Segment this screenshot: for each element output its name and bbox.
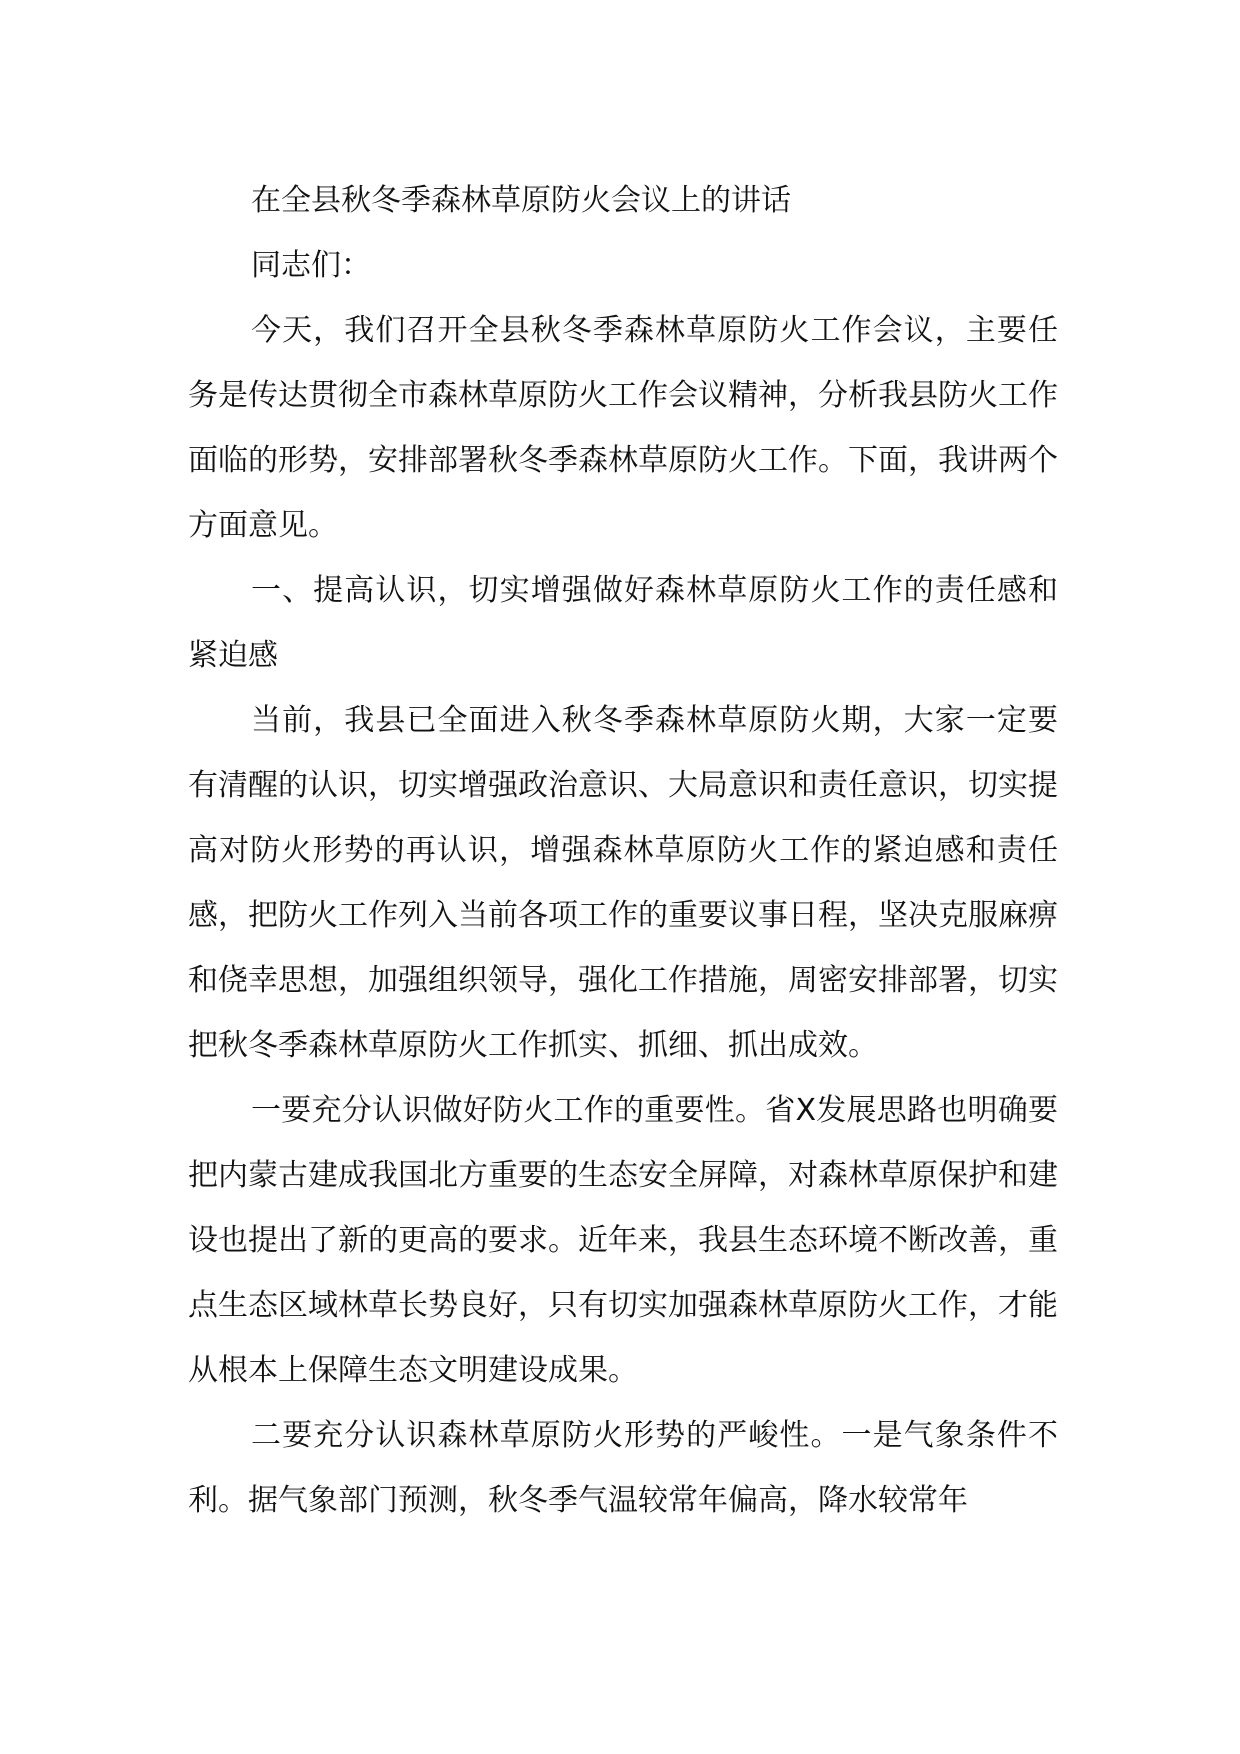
document-body xyxy=(188,168,1058,1533)
section-heading-1: 一、提高认识，切实增强做好森林草原防火工作的责任感和紧迫感 xyxy=(188,573,1058,673)
paragraph-intro: 今天，我们召开全县秋冬季森林草原防火工作会议，主要任务是传达贯彻全市森林草原防火工作会议精神，分析我县防火工作面临的形势，安排部署秋冬季森林草原防火工作。下面，我讲两个方面意见。 xyxy=(188,313,1058,543)
paragraph-current-situation: 当前，我县已全面进入秋冬季森林草原防火期，大家一定要有清醒的认识，切实增强政治意识、大局意识和责任意识，切实提高对防火形势的再认识，增强森林草原防火工作的紧迫感和责任感，把防火工作列入当前各项工作的重要议事日程，坚决克服麻痹和侥幸思想，加强组织领导，强化工作措施，周密安排部署，切实把秋冬季森林草原防火工作抓实、抓细、抓出成效。 xyxy=(188,703,1058,1063)
document-title: 在全县秋冬季森林草原防火会议上的讲话 xyxy=(251,183,791,218)
paragraph-importance: 一要充分认识做好防火工作的重要性。省X发展思路也明确要把内蒙古建成我国北方重要的生态安全屏障，对森林草原保护和建设也提出了新的更高的要求。近年来，我县生态环境不断改善，重点生态区域林草长势良好，只有切实加强森林草原防火工作，才能从根本上保障生态文明建设成果。 xyxy=(188,1093,1058,1388)
paragraph-severity: 二要充分认识森林草原防火形势的严峻性。一是气象条件不利。据气象部门预测，秋冬季气温较常年偏高，降水较常年 xyxy=(188,1418,1058,1518)
salutation: 同志们： xyxy=(251,248,371,283)
